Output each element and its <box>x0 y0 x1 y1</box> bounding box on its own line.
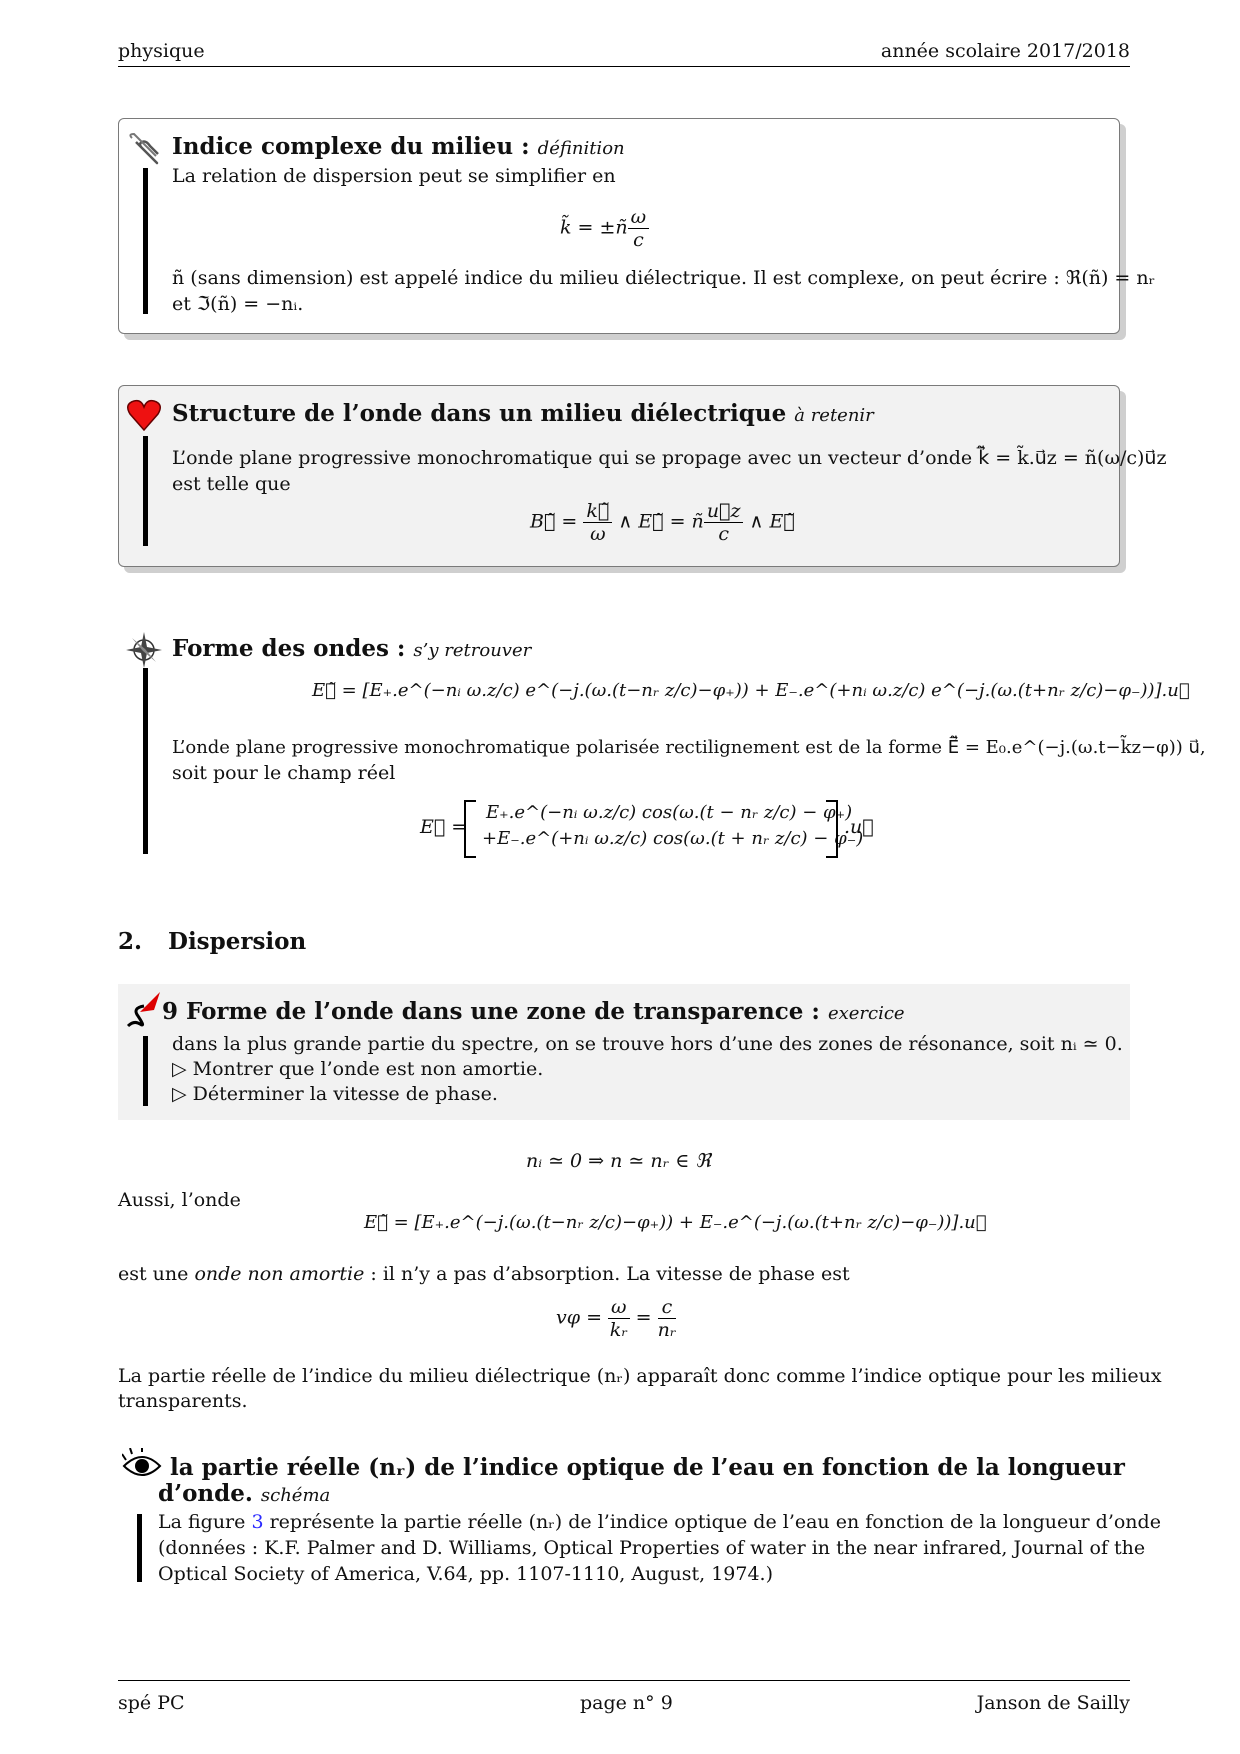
footer-right: Janson de Sailly <box>976 1692 1130 1714</box>
forme-eq2-right-bracket <box>826 800 838 858</box>
section-number: 2. <box>118 928 143 955</box>
exercise-title-text: 9 Forme de l’onde dans une zone de transparence : <box>162 998 820 1025</box>
body-line1: Aussi, l’onde <box>118 1189 241 1211</box>
retenir-line2: est telle que <box>172 473 291 495</box>
retrouver-title <box>172 635 531 662</box>
phase-velocity-equation <box>556 1296 676 1341</box>
schema-bar <box>137 1514 142 1582</box>
retrouver-bar <box>143 668 148 854</box>
body-line3: La partie réelle de l’indice du milieu diélectrique (nᵣ) apparaît donc comme l’indice optique pour les milieux <box>118 1365 1162 1387</box>
definition-title <box>172 133 625 160</box>
retrouver-line1: L’onde plane progressive monochromatique polarisée rectilignement est de la forme E⃗̃ = E₀.e^(−j.(ω.t−k̃z−φ)) u⃗, <box>172 737 1206 758</box>
compass-icon <box>126 632 162 673</box>
structure-eq-a: B⃗̃ = <box>530 510 578 533</box>
forme-eq2-rhs: .u⃗ <box>844 816 874 838</box>
retrouver-title-text: Forme des ondes : <box>172 635 406 662</box>
exercise-tag: exercice <box>827 1003 905 1024</box>
retrouver-line2: soit pour le champ réel <box>172 762 396 784</box>
exercise-line1: dans la plus grande partie du spectre, on se trouve hors d’une des zones de résonance, soit nᵢ ≃ 0. <box>172 1033 1123 1055</box>
definition-title-text: Indice complexe du milieu : <box>172 133 530 160</box>
forme-eq2-row2: +E₋.e^(+nᵢ ω.z/c) cos(ω.(t + nᵣ z/c) − φ₋) <box>482 828 864 849</box>
dispersion-fraction <box>628 206 650 251</box>
phase-eq-lhs: vφ = <box>556 1306 602 1329</box>
phase-num1: ω <box>608 1296 630 1319</box>
figure-reference-link[interactable]: 3 <box>251 1511 264 1533</box>
retenir-bar <box>143 436 148 546</box>
forme-eq2-left-bracket <box>464 800 476 858</box>
schema-line1-b: représente la partie réelle (nᵣ) de l’indice optique de l’eau en fonction de la longueur d’onde <box>269 1511 1161 1533</box>
schema-tag: schéma <box>260 1485 331 1506</box>
body-eq2: E⃗̃ = [E₊.e^(−j.(ω.(t−nᵣ z/c)−φ₊)) + E₋.e^(−j.(ω.(t+nᵣ z/c)−φ₋))].u⃗ <box>364 1212 987 1233</box>
quill-icon <box>124 990 164 1035</box>
retenir-title <box>172 400 874 427</box>
body-line2-b: : il n’y a pas d’absorption. La vitesse de phase est <box>370 1263 850 1285</box>
structure-frac2 <box>704 500 744 545</box>
footer-rule <box>118 1680 1130 1681</box>
retenir-tag: à retenir <box>794 405 874 426</box>
structure-equation <box>530 500 795 545</box>
body-line2-a: est une <box>118 1263 189 1285</box>
phase-den2: nᵣ <box>657 1319 677 1341</box>
schema-line2: (données : K.F. Palmer and D. Williams, Optical Properties of water in the near infrared, Journal of the <box>158 1537 1146 1559</box>
structure-eq-c: ∧ E⃗̃ <box>749 510 795 533</box>
heart-icon <box>126 398 162 437</box>
phase-frac1 <box>608 1296 630 1341</box>
footer-left: spé PC <box>118 1692 185 1714</box>
schema-title-line2 <box>158 1480 330 1507</box>
body-line2-em: onde non amortie <box>194 1263 365 1285</box>
dispersion-eq-lhs: k̃ = ±ñ <box>560 216 628 239</box>
exercise-line2: ▷ Montrer que l’onde est non amortie. <box>172 1058 544 1080</box>
retenir-title-text: Structure de l’onde dans un milieu diélectrique <box>172 400 787 427</box>
header-left: physique <box>118 40 205 62</box>
exercise-title <box>162 998 905 1025</box>
schema-line1 <box>158 1510 1161 1535</box>
definition-bar <box>143 168 148 314</box>
section-title: Dispersion <box>168 928 307 955</box>
structure-frac1 <box>583 500 612 545</box>
exercise-bar <box>143 1036 148 1106</box>
dispersion-num: ω <box>628 206 650 229</box>
body-line2 <box>118 1262 850 1287</box>
schema-line3: Optical Society of America, V.64, pp. 1107-1110, August, 1974.) <box>158 1563 773 1585</box>
structure-den2: c <box>718 523 729 545</box>
phase-num2: c <box>658 1296 677 1319</box>
structure-num2: u⃗z <box>704 500 744 523</box>
phase-frac2 <box>658 1296 677 1341</box>
structure-eq-b: ∧ E⃗̃ = ñ <box>618 510 704 533</box>
header-right: année scolaire 2017/2018 <box>880 40 1130 62</box>
eye-icon <box>122 1448 162 1493</box>
dispersion-equation <box>560 206 649 251</box>
retenir-line1: L’onde plane progressive monochromatique qui se propage avec un vecteur d’onde k⃗̃ = k̃.u⃗z = ñ(ω/c)u⃗z <box>172 447 1167 469</box>
footer-center: page n° 9 <box>580 1692 673 1714</box>
forme-eq2-row1: E₊.e^(−nᵢ ω.z/c) cos(ω.(t − nᵣ z/c) − φ₊) <box>486 802 853 823</box>
structure-den1: ω <box>590 523 606 545</box>
schema-line1-a: La figure <box>158 1511 246 1533</box>
forme-eq2-lhs: E⃗ = <box>420 816 468 838</box>
schema-title-line1: la partie réelle (nᵣ) de l’indice optique de l’eau en fonction de la longueur <box>170 1454 1125 1481</box>
dispersion-den: c <box>633 229 644 251</box>
phase-eq-sign: = <box>635 1306 652 1329</box>
definition-line1: La relation de dispersion peut se simplifier en <box>172 165 616 187</box>
exercise-line3: ▷ Déterminer la vitesse de phase. <box>172 1083 498 1105</box>
phase-den1: kᵣ <box>609 1319 628 1341</box>
body-eq1: nᵢ ≃ 0 ⇒ n ≃ nᵣ ∈ ℜ <box>526 1150 711 1172</box>
definition-line2: ñ (sans dimension) est appelé indice du milieu diélectrique. Il est complexe, on peut écrire : ℜ(ñ) = nᵣ <box>172 267 1156 289</box>
schema-title2-text: d’onde. <box>158 1480 253 1507</box>
retrouver-tag: s’y retrouver <box>413 640 532 661</box>
definition-line3: et ℑ(ñ) = −nᵢ. <box>172 293 304 315</box>
header-rule <box>118 66 1130 67</box>
forme-equation-1: E⃗̃ = [E₊.e^(−nᵢ ω.z/c) e^(−j.(ω.(t−nᵣ z/c)−φ₊)) + E₋.e^(+nᵢ ω.z/c) e^(−j.(ω.(t+nᵣ z/c)−φ₋))].u⃗ <box>312 680 1190 701</box>
definition-tag: définition <box>537 138 625 159</box>
body-line4: transparents. <box>118 1390 248 1412</box>
structure-num1: k⃗̃ <box>583 500 612 523</box>
